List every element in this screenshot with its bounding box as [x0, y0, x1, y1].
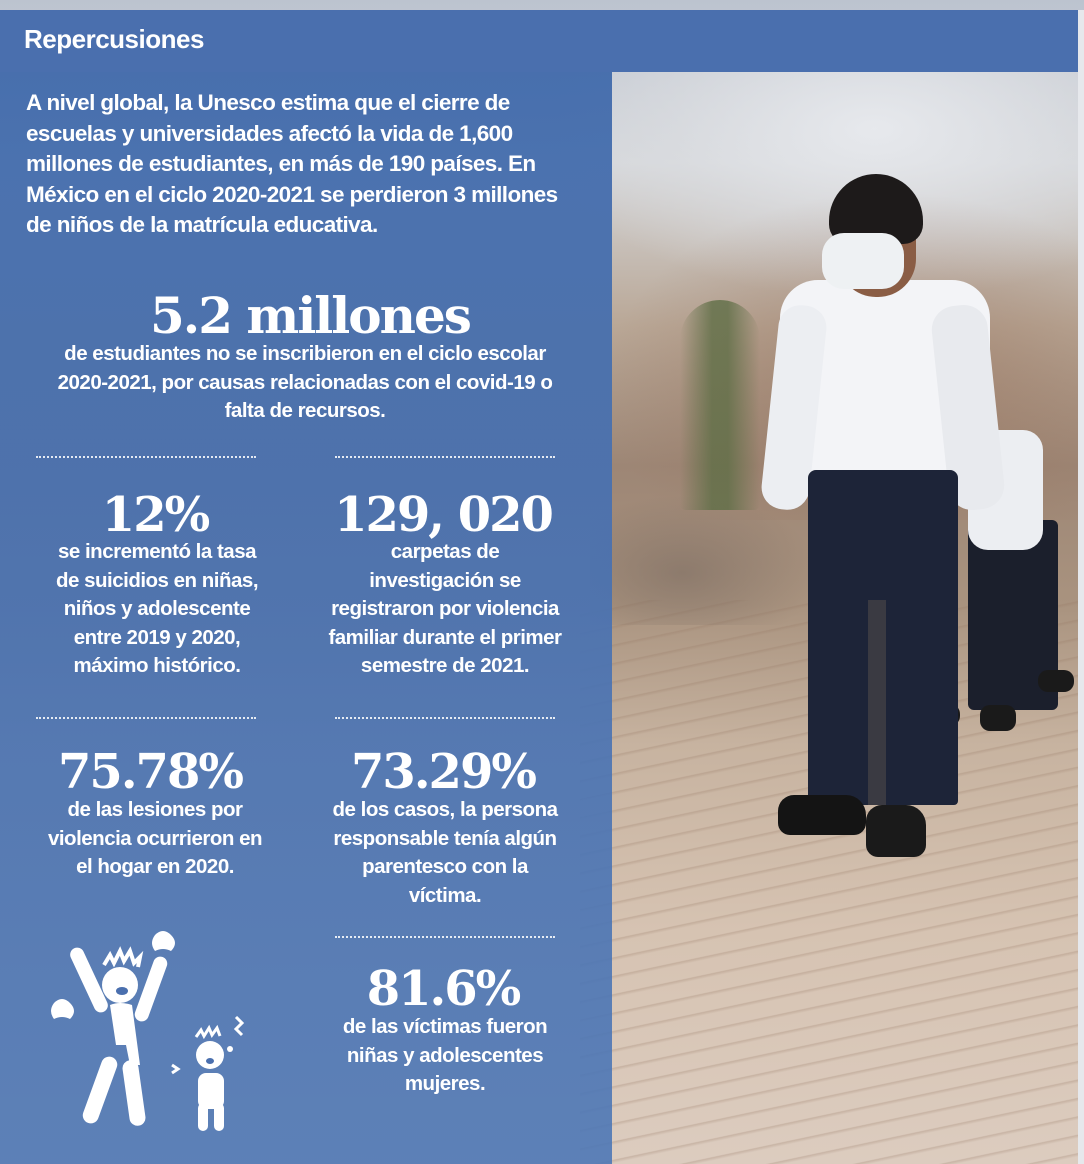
stat-relatives-value: 73.29% [351, 744, 535, 800]
stat-folders-text: carpetas de investigación se registraron por violencia familiar durante el primer semestre de 2021. [328, 540, 562, 677]
divider [335, 936, 555, 938]
divider [335, 717, 555, 719]
student-shoe [866, 805, 926, 857]
stat-victims-value: 81.6% [366, 961, 520, 1017]
stat-injuries-text: de las lesiones por violencia ocurrieron en el hogar en 2020. [47, 798, 263, 878]
student-legs-gap [868, 600, 886, 805]
stat-suicides-value: 12% [101, 487, 209, 543]
crying-child-icon [172, 1017, 242, 1131]
stat-injuries-value: 75.78% [58, 744, 242, 800]
face-mask [822, 233, 904, 289]
violence-icons [40, 925, 280, 1135]
stat-main-value: 5.2 millones [150, 286, 470, 345]
photo-cactus [680, 300, 760, 510]
second-student-shoe [1038, 670, 1074, 692]
section-title: Repercusiones [24, 24, 204, 54]
stat-suicides-text: se incrementó la tasa de suicidios en niñas, niños y adolescente entre 2019 y 2020, máximo histórico. [55, 540, 259, 677]
photo-rocks [590, 495, 820, 625]
angry-adult-icon [51, 931, 175, 1127]
student-shoe [778, 795, 866, 835]
divider [36, 456, 256, 458]
divider [335, 456, 555, 458]
stat-victims-text: de las víctimas fueron niñas y adolescentes mujeres. [342, 1015, 548, 1095]
stat-folders-value: 129, 020 [334, 487, 552, 543]
divider [36, 717, 256, 719]
stat-relatives-text: de los casos, la persona responsable tenía algún parentesco con la víctima. [332, 798, 558, 907]
stat-main-text: de estudiantes no se inscribieron en el ciclo escolar 2020-2021, por causas relacionadas con el covid-19 o falta de recursos. [57, 342, 553, 422]
right-border [1078, 10, 1084, 1164]
intro-paragraph: A nivel global, la Unesco estima que el cierre de escuelas y universidades afectó la vida de 1,600 millones de estudiantes, en más de 190 países. En México en el ciclo 2020-2021 se perdieron 3 millones de niños de la matrícula educativa. [26, 90, 558, 237]
second-student-shoe [980, 705, 1016, 731]
